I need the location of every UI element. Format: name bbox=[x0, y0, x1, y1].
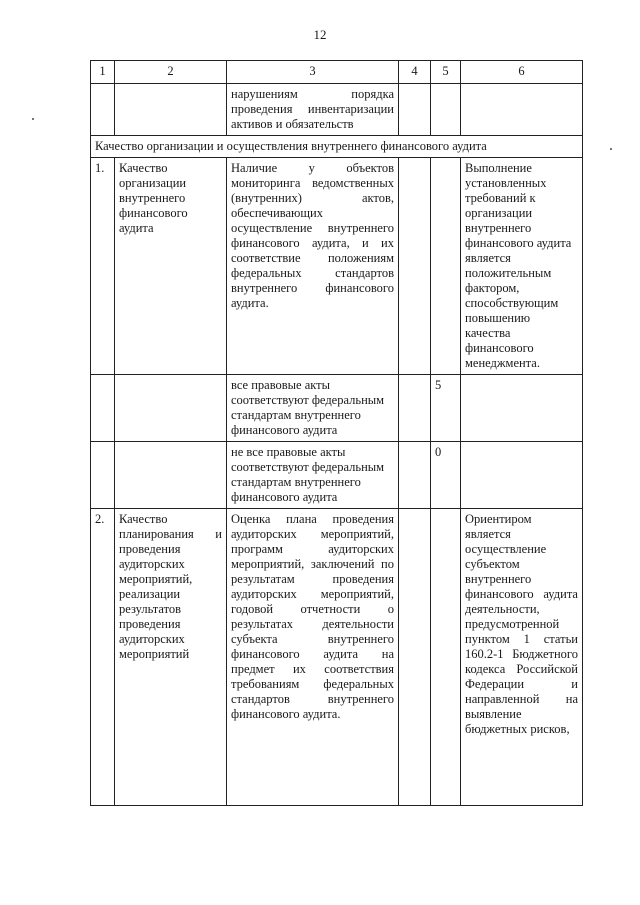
option-score: 0 bbox=[431, 442, 461, 509]
table-row bbox=[91, 442, 583, 509]
header-cell: 2 bbox=[115, 61, 227, 84]
assessment-table bbox=[90, 60, 583, 806]
header-cell: 6 bbox=[461, 61, 583, 84]
header-cell: 1 bbox=[91, 61, 115, 84]
scan-speck bbox=[32, 118, 34, 120]
indicator-name: Качество планирования и проведения аудиторских мероприятий, реализации результатов проведения аудиторских мероприятий bbox=[115, 509, 227, 806]
indicator-name: Качество организации внутреннего финансового аудита bbox=[115, 158, 227, 375]
table-row bbox=[91, 84, 583, 136]
table-header-row bbox=[91, 61, 583, 84]
item-number: 1. bbox=[91, 158, 115, 375]
header-cell: 4 bbox=[399, 61, 431, 84]
option-score: 5 bbox=[431, 375, 461, 442]
indicator-criterion: Оценка плана проведения аудиторских мероприятий, программ аудиторских мероприятий, заключений по результатам проведения аудиторских мероприятий, годовой отчетности о результатах деятельности субъекта внутреннего финансового аудита на предмет их соответствия требованиям федеральных стандартов внутреннего финансового аудита. bbox=[227, 509, 399, 806]
section-row bbox=[91, 136, 583, 158]
continuation-text: нарушениям порядка проведения инвентаризации активов и обязательств bbox=[227, 84, 399, 136]
indicator-comment: Выполнение установленных требований к организации внутреннего финансового аудита является положительным фактором, способствующим повышению качества финансового менеджмента. bbox=[461, 158, 583, 375]
header-cell: 5 bbox=[431, 61, 461, 84]
scan-speck bbox=[610, 148, 612, 150]
option-text: все правовые акты соответствуют федеральным стандартам внутреннего финансового аудита bbox=[227, 375, 399, 442]
table-row bbox=[91, 158, 583, 375]
item-number: 2. bbox=[91, 509, 115, 806]
page-number: 12 bbox=[313, 27, 327, 42]
indicator-criterion: Наличие у объектов мониторинга ведомственных (внутренних) актов, обеспечивающих осуществление внутреннего финансового аудита, и их соответствие положениям федеральных стандартов внутреннего финансового аудита. bbox=[227, 158, 399, 375]
header-cell: 3 bbox=[227, 61, 399, 84]
table-row bbox=[91, 375, 583, 442]
indicator-comment: Ориентиром является осуществление субъектом внутреннего финансового аудита деятельности, предусмотренной пунктом 1 статьи 160.2-1 Бюджетного кодекса Российской Федерации и направленной на выявление бюджетных рисков, bbox=[461, 509, 583, 806]
option-text: не все правовые акты соответствуют федеральным стандартам внутреннего финансового аудита bbox=[227, 442, 399, 509]
table-row bbox=[91, 509, 583, 806]
section-title: Качество организации и осуществления внутреннего финансового аудита bbox=[91, 136, 583, 158]
